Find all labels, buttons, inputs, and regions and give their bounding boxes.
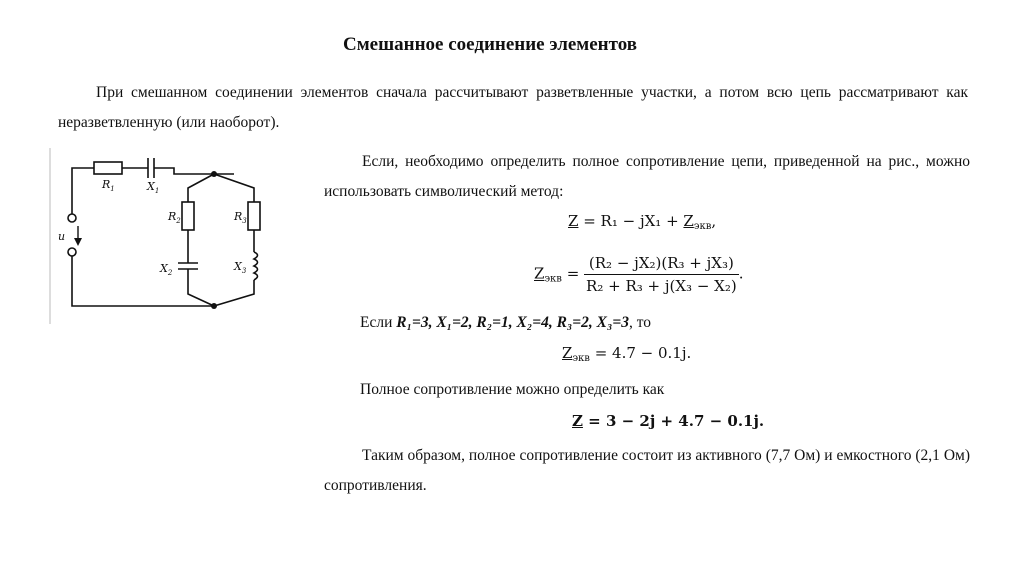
terminal-bottom: [68, 248, 76, 256]
eq2-numerator: (R₂ − jX₂)(R₃ + jX₃): [584, 254, 739, 275]
equation-z-total: [568, 212, 716, 232]
eq3-rhs: = 4.7 − 0.1j.: [589, 344, 692, 362]
label-x1: $X_1$: [147, 180, 160, 195]
label-u: u: [58, 230, 66, 243]
cond-values: R₁=3, X₁=2, R₂=1, X₂=4, R₃=2, X₃=3: [396, 314, 629, 331]
eq4-rhs: = 3 − 2j + 4.7 − 0.1j.: [582, 412, 765, 430]
eq1-z-sub: экв: [693, 221, 712, 232]
voltage-arrow-head: [74, 238, 82, 246]
eq1-lhs: Z: [568, 212, 579, 230]
eq4-lhs: Z: [572, 412, 583, 430]
inductor-x3: [254, 252, 258, 280]
conclusion-text: Таким образом, полное сопротивление состоит из активного (7,7 Ом) и емкостного (2,1 Ом) сопротивления.: [324, 447, 970, 494]
node-top: [211, 171, 217, 177]
label-x3: $X_3$: [234, 260, 247, 275]
eq3-lhs-sub: экв: [572, 353, 590, 364]
wire-node-right: [214, 174, 254, 202]
eq2-lhs: Z: [534, 264, 545, 283]
lead-paragraph: [324, 147, 970, 207]
equation-z-equiv: [534, 254, 743, 295]
label-x2: $X_2$: [160, 262, 173, 277]
wire-right-bottom: [214, 280, 254, 306]
wire-left-top: [72, 168, 94, 214]
eq2-end: .: [738, 264, 744, 283]
label-r3: $R_3$: [234, 210, 247, 225]
equation-z-equiv-value: [562, 344, 691, 364]
intro-paragraph: [58, 78, 968, 138]
cond-prefix: Если: [360, 314, 397, 331]
resistor-r2: [182, 202, 194, 230]
eq3-lhs: Z: [562, 344, 573, 362]
eq2-denominator: R₂ + R₃ + j(X₃ − X₂): [586, 277, 737, 295]
eq2-eqsign: =: [561, 264, 585, 283]
eq1-end: ,: [711, 212, 717, 230]
wire-x1-node: [154, 168, 194, 174]
terminal-top: [68, 214, 76, 222]
cond-suffix: , то: [628, 314, 652, 331]
condition-line: [360, 314, 651, 332]
eq2-fraction: [584, 254, 739, 295]
wire-node-left: [188, 174, 214, 202]
circuit-diagram: [48, 148, 278, 328]
resistor-r3: [248, 202, 260, 230]
node-bottom: [211, 303, 217, 309]
wire-left-bottom: [188, 269, 214, 306]
lead-text: Если, необходимо определить полное сопротивление цепи, приведенной на рис., можно использовать символический метод:: [324, 153, 970, 200]
equation-z-total-value: [572, 412, 764, 430]
resistor-r1: [94, 162, 122, 174]
eq2-lhs-sub: экв: [544, 273, 562, 285]
total-resistance-line: Полное сопротивление можно определить как: [360, 381, 665, 398]
page-title: Смешанное соединение элементов: [343, 34, 637, 55]
eq1-rhs: = R₁ − jX₁ +: [578, 212, 684, 230]
eq1-z: Z: [683, 212, 694, 230]
label-r2: $R_2$: [168, 210, 181, 225]
label-r1: $R_1$: [102, 178, 115, 193]
intro-text: При смешанном соединении элементов сначала рассчитывают разветвленные участки, а потом всю цепь рассматривают как неразветвленную (или наоборот).: [58, 84, 968, 131]
conclusion-paragraph: [324, 441, 970, 501]
